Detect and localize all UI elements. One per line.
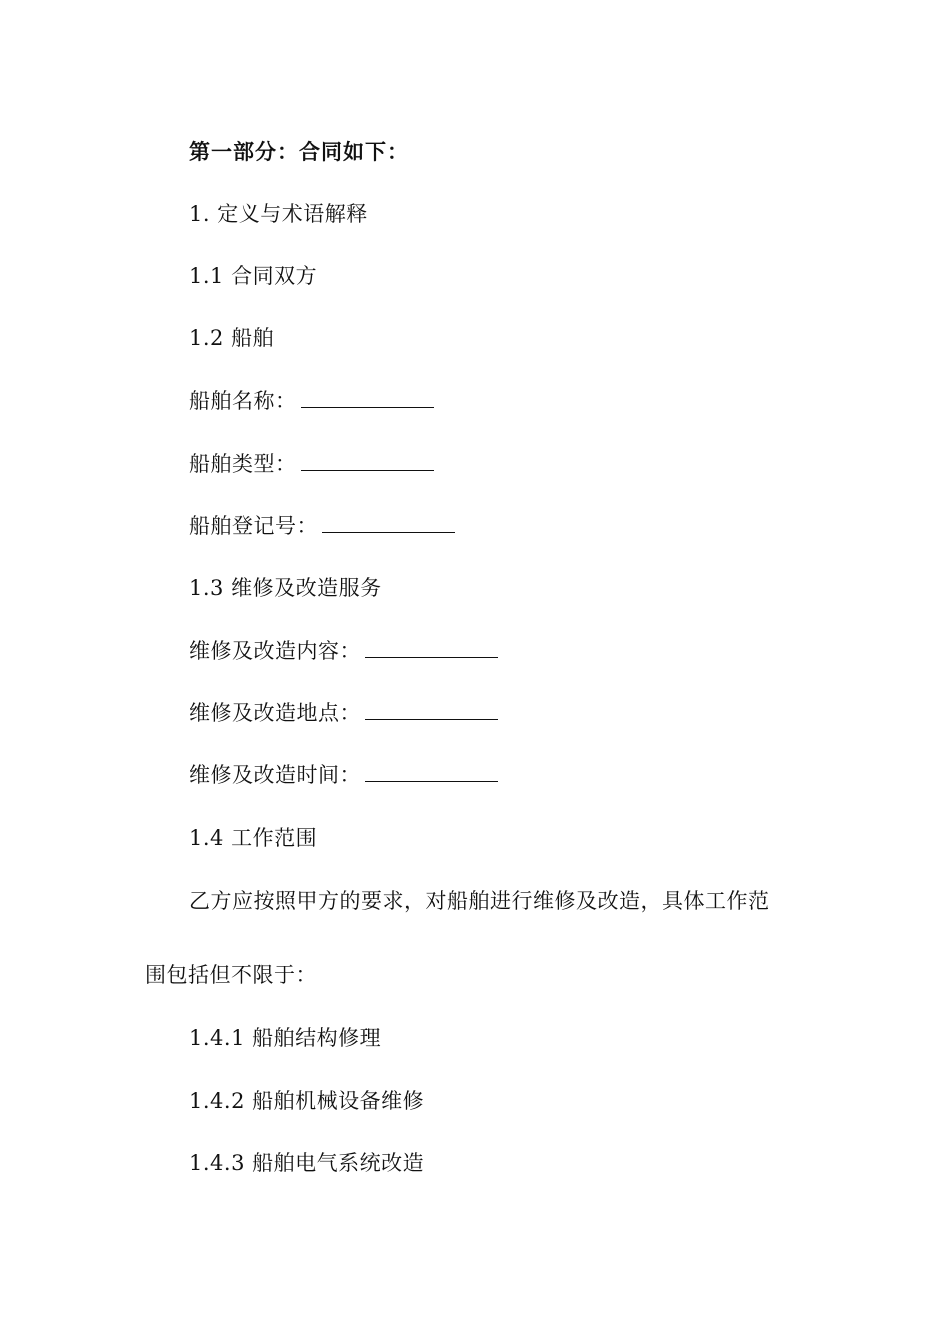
service-content-blank-line[interactable] (365, 637, 498, 658)
ship-reg-no-blank-line[interactable] (322, 512, 455, 533)
service-time-label: 维修及改造时间： (189, 763, 361, 787)
ship-name-row (189, 387, 434, 415)
ship-type-row (189, 450, 434, 478)
service-location-blank-line[interactable] (365, 699, 498, 720)
service-time-blank-line[interactable] (365, 761, 498, 782)
ship-name-blank-line[interactable] (301, 387, 434, 408)
clause-1-3-heading: 1.3 维修及改造服务 (189, 576, 382, 600)
clause-1-4-3-item: 1.4.3 船舶电气系统改造 (189, 1151, 425, 1175)
ship-type-blank-line[interactable] (301, 450, 434, 471)
clause-1-4-1-item: 1.4.1 船舶结构修理 (189, 1026, 382, 1050)
clause-1-4-heading: 1.4 工作范围 (189, 826, 318, 850)
ship-name-label: 船舶名称： (189, 389, 297, 413)
scope-paragraph-line-2: 围包括但不限于： (145, 963, 317, 987)
service-location-label: 维修及改造地点： (189, 701, 361, 725)
ship-type-label: 船舶类型： (189, 452, 297, 476)
service-content-row (189, 637, 498, 665)
clause-1-heading: 1. 定义与术语解释 (189, 202, 368, 226)
ship-reg-no-row (189, 512, 455, 540)
clause-1-4-2-item: 1.4.2 船舶机械设备维修 (189, 1089, 425, 1113)
scope-paragraph-line-1: 乙方应按照甲方的要求，对船舶进行维修及改造，具体工作范 (189, 889, 770, 913)
ship-reg-no-label: 船舶登记号： (189, 514, 318, 538)
service-content-label: 维修及改造内容： (189, 639, 361, 663)
service-location-row (189, 699, 498, 727)
clause-1-2-heading: 1.2 船舶 (189, 326, 275, 350)
clause-1-1-heading: 1.1 合同双方 (189, 264, 318, 288)
service-time-row (189, 761, 498, 789)
section-title: 第一部分：合同如下： (189, 139, 409, 164)
